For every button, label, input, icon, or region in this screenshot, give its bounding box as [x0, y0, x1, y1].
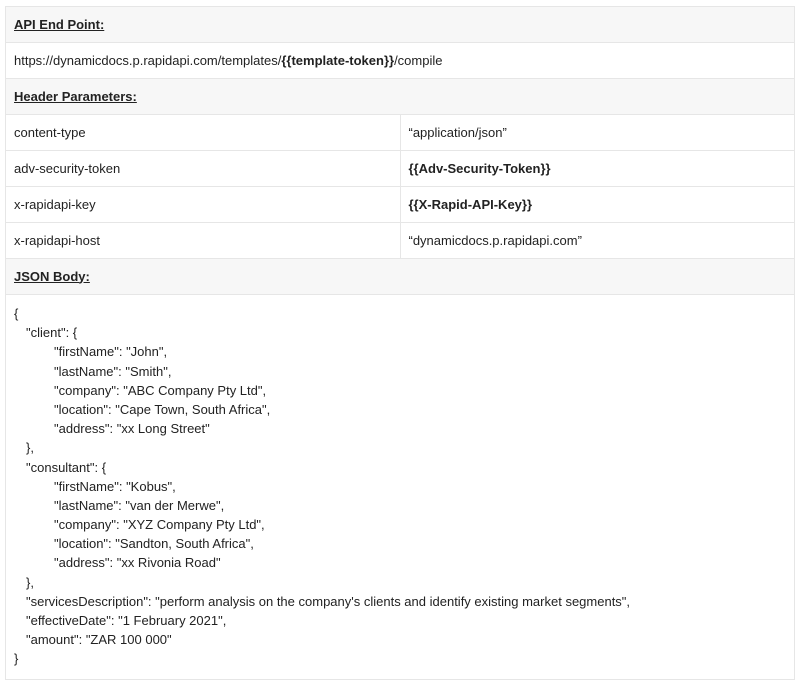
endpoint-url — [6, 43, 795, 79]
json-line: "client": { — [26, 325, 78, 341]
json-line: } — [14, 651, 19, 667]
json-line: }, — [26, 440, 34, 456]
param-value: {{X-Rapid-API-Key}} — [400, 187, 795, 223]
header-param-row — [6, 115, 795, 151]
json-line: }, — [26, 574, 34, 590]
json-line: "location": "Cape Town, South Africa", — [54, 401, 271, 417]
json-line: "firstName": "Kobus", — [54, 478, 176, 494]
json-line: "company": "XYZ Company Pty Ltd", — [54, 517, 265, 533]
json-line: "consultant": { — [26, 459, 107, 475]
endpoint-url-prefix: https://dynamicdocs.p.rapidapi.com/templates/ — [14, 52, 282, 68]
json-line: "effectiveDate": "1 February 2021", — [26, 613, 227, 628]
json-line: "location": "Sandton, South Africa", — [54, 536, 254, 552]
endpoint-url-suffix: /compile — [394, 52, 443, 68]
param-key: adv-security-token — [6, 151, 401, 187]
json-line: "amount": "ZAR 100 000" — [26, 632, 172, 648]
json-line: { — [14, 306, 19, 321]
header-param-row — [6, 151, 795, 187]
param-value: “application/json” — [400, 115, 795, 151]
header-param-row — [6, 187, 795, 223]
endpoint-url-token: {{template-token}} — [281, 52, 395, 68]
json-body-heading-row — [6, 259, 795, 295]
json-body-code — [6, 295, 795, 680]
header-params-heading-row — [6, 79, 795, 115]
endpoint-heading: API End Point: — [6, 7, 795, 43]
json-body-heading: JSON Body: — [6, 259, 795, 295]
endpoint-url-row — [6, 43, 795, 79]
json-line: "lastName": "van der Merwe", — [54, 497, 225, 513]
api-doc-table — [5, 6, 795, 680]
json-line: "address": "xx Rivonia Road" — [54, 555, 221, 571]
param-key: x-rapidapi-key — [6, 187, 401, 223]
header-params-heading: Header Parameters: — [6, 79, 795, 115]
param-value: {{Adv-Security-Token}} — [400, 151, 795, 187]
param-key: content-type — [6, 115, 401, 151]
api-spec-table — [5, 6, 795, 680]
json-line: "company": "ABC Company Pty Ltd", — [54, 382, 267, 398]
param-value: “dynamicdocs.p.rapidapi.com” — [400, 223, 795, 259]
header-param-row — [6, 223, 795, 259]
json-body-row — [6, 295, 795, 680]
json-line: "address": "xx Long Street" — [54, 421, 210, 437]
json-line: "servicesDescription": "perform analysis on the company's clients and identify existing market segments", — [26, 593, 631, 609]
json-line: "firstName": "John", — [54, 344, 168, 360]
param-key: x-rapidapi-host — [6, 223, 401, 259]
endpoint-heading-row — [6, 7, 795, 43]
json-line: "lastName": "Smith", — [54, 363, 172, 379]
